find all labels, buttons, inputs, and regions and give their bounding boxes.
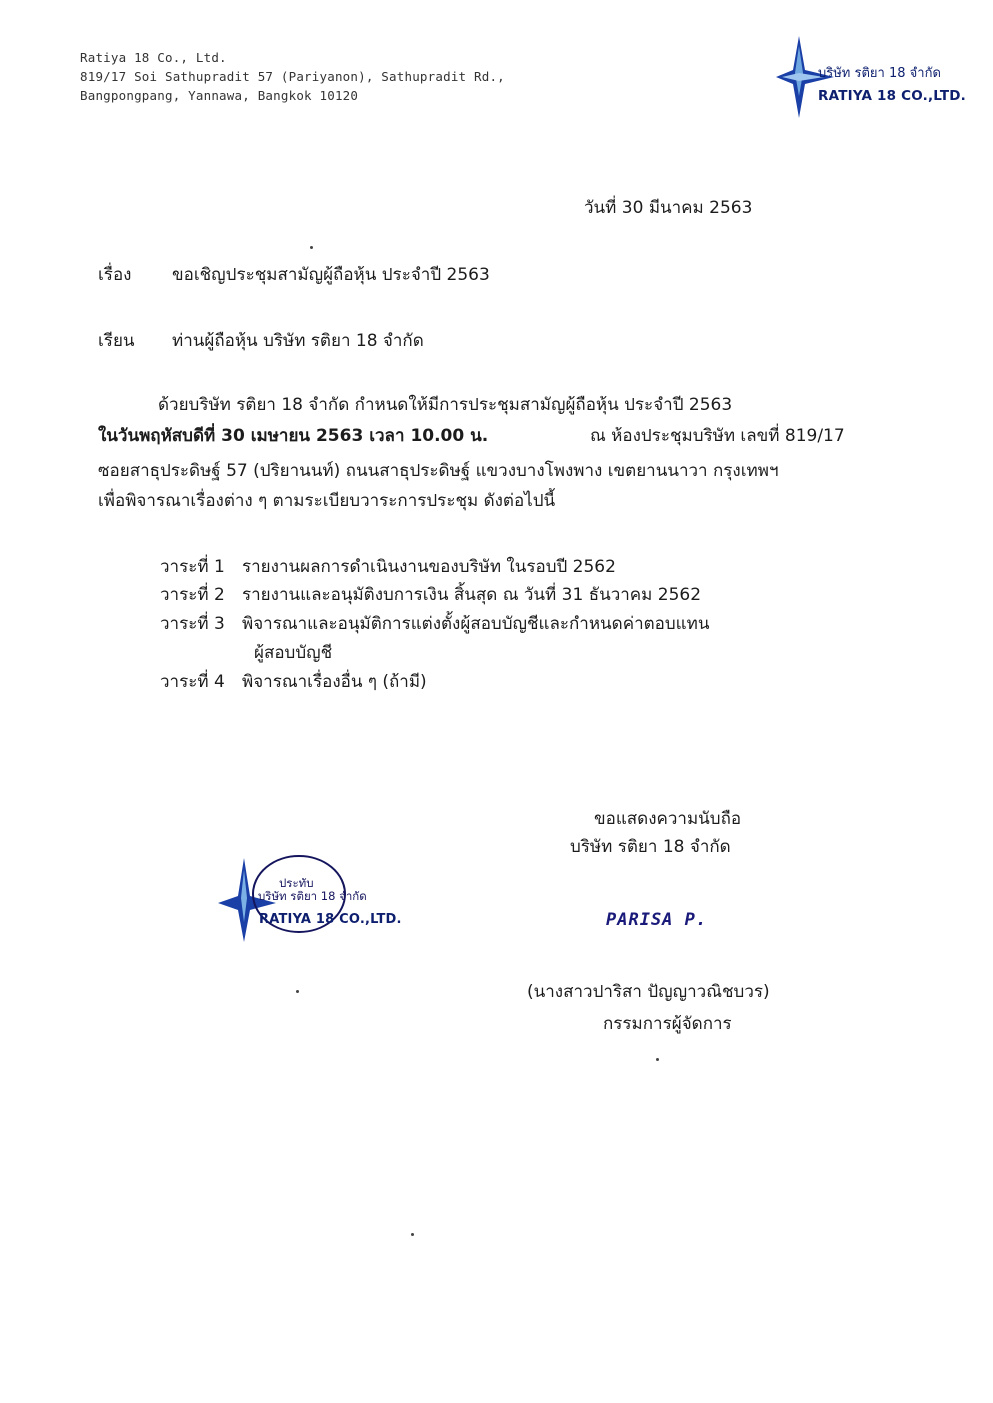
subject-text: ขอเชิญประชุมสามัญผู้ถือหุ้น ประจำปี 2563 <box>172 265 490 285</box>
scan-speck <box>310 246 313 249</box>
logo-english-name: RATIYA 18 CO.,LTD. <box>818 88 966 104</box>
meeting-location: ณ ห้องประชุมบริษัท เลขที่ 819/17 <box>590 426 845 446</box>
subject-label: เรื่อง <box>98 265 132 285</box>
sender-address-line-1: 819/17 Soi Sathupradit 57 (Pariyanon), Sathupradit Rd., <box>80 69 505 84</box>
stamp-line-2: บริษัท รติยา 18 จำกัด <box>258 889 367 903</box>
sender-address-line-2: Bangpongpang, Yannawa, Bangkok 10120 <box>80 88 359 103</box>
scan-speck <box>296 990 299 993</box>
body-line-3: ซอยสาธุประดิษฐ์ 57 (ปริยานนท์) ถนนสาธุประดิษฐ์ แขวงบางโพงพาง เขตยานนาวา กรุงเทพฯ <box>98 461 779 481</box>
signature: PARISA P. <box>606 910 708 930</box>
signer-name: (นางสาวปาริสา ปัญญาวณิชบวร) <box>527 982 770 1002</box>
scan-speck <box>656 1058 659 1061</box>
agenda-item-2-text: รายงานและอนุมัติงบการเงิน สิ้นสุด ณ วันที่ 31 ธันวาคม 2562 <box>242 585 702 605</box>
body-line-1: ด้วยบริษัท รติยา 18 จำกัด กำหนดให้มีการประชุมสามัญผู้ถือหุ้น ประจำปี 2563 <box>158 395 733 415</box>
agenda-item-1-label: วาระที่ 1 <box>160 557 225 577</box>
agenda-item-3-text: พิจารณาและอนุมัติการแต่งตั้งผู้สอบบัญชีและกำหนดค่าตอบแทน <box>242 614 710 634</box>
body-line-4: เพื่อพิจารณาเรื่องต่าง ๆ ตามระเบียบวาระการประชุม ดังต่อไปนี้ <box>98 491 556 511</box>
meeting-datetime: ในวันพฤหัสบดีที่ 30 เมษายน 2563 เวลา 10.00 น. <box>98 426 489 446</box>
letter-date: วันที่ 30 มีนาคม 2563 <box>584 198 753 218</box>
agenda-item-4-label: วาระที่ 4 <box>160 672 225 692</box>
agenda-item-4-text: พิจารณาเรื่องอื่น ๆ (ถ้ามี) <box>242 672 427 692</box>
stamp-line-1: ประทับ <box>279 876 314 890</box>
stamp-english: RATIYA 18 CO.,LTD. <box>259 912 402 927</box>
sender-company-name: Ratiya 18 Co., Ltd. <box>80 50 227 65</box>
to-label: เรียน <box>98 331 135 351</box>
signer-title: กรรมการผู้จัดการ <box>603 1014 732 1034</box>
scan-speck <box>411 1233 414 1236</box>
to-text: ท่านผู้ถือหุ้น บริษัท รติยา 18 จำกัด <box>172 331 424 351</box>
agenda-item-3-text-cont: ผู้สอบบัญชี <box>254 643 333 663</box>
closing-company: บริษัท รติยา 18 จำกัด <box>570 837 731 857</box>
logo-thai-name: บริษัท รติยา 18 จำกัด <box>818 66 941 81</box>
closing-regards: ขอแสดงความนับถือ <box>594 809 742 829</box>
agenda-item-3-label: วาระที่ 3 <box>160 614 225 634</box>
agenda-item-2-label: วาระที่ 2 <box>160 585 225 605</box>
agenda-item-1-text: รายงานผลการดำเนินงานของบริษัท ในรอบปี 2562 <box>242 557 616 577</box>
